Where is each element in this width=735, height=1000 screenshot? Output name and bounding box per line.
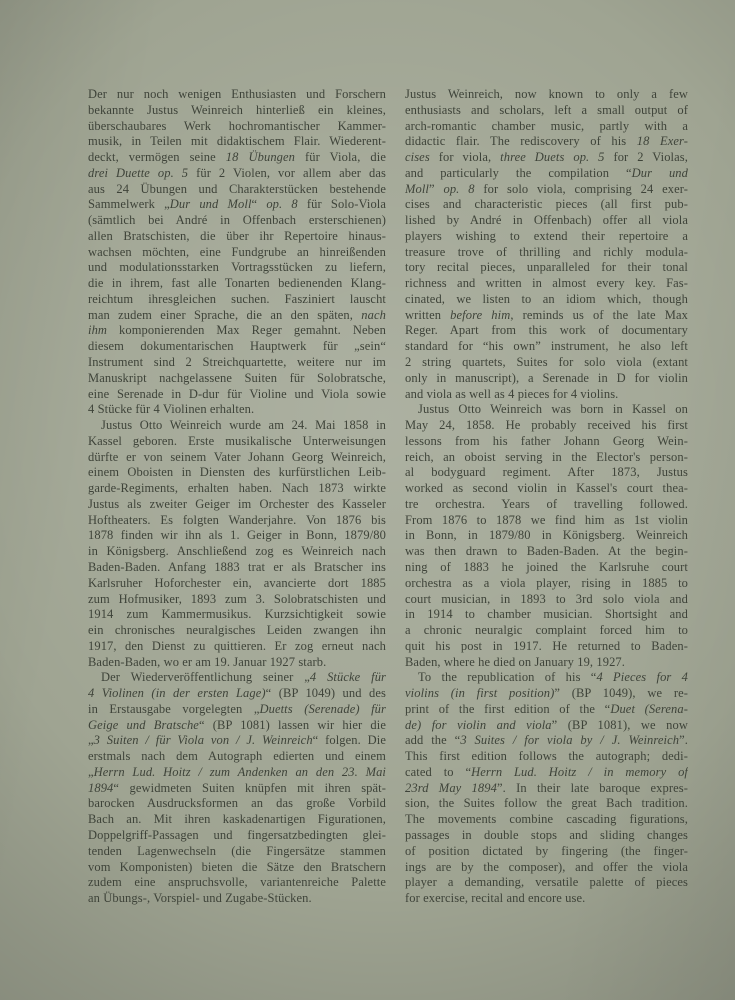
text-line: Baden, where he died on January 19, 1927. (405, 654, 626, 669)
text-line: Hoftheaters. Es folgten Wanderjahre. Von 1876 bis (88, 512, 386, 527)
text-line: und modulationsstarken Vortragsstücken zu liefern, (88, 260, 386, 275)
text-line: Der Wiederveröffentlichung seiner „4 Stücke für (101, 670, 386, 685)
text-line: Moll” op. 8 for solo viola, comprising 24 exer- (405, 181, 688, 196)
text-line: drei Duette op. 5 für 2 Violen, vor allem aber das (88, 165, 386, 180)
text-line: To the republication of his “4 Pieces for 4 (418, 670, 688, 685)
text-line: only in manuscript), a Serenade in D for violin (405, 370, 688, 385)
text-line: (sämtlich bei André in Offenbach ersterschienen) (88, 213, 386, 228)
text-line: written before him, reminds us of the late Max (405, 307, 688, 322)
text-line: lessons from his father Johann Georg Wein- (405, 433, 688, 448)
text-line: worked as second violin in Kassel's court thea- (405, 481, 688, 496)
text-line: Baden-Baden. Anfang 1883 trat er als Bratscher ins (88, 559, 386, 574)
text-line: and viola as well as 4 pieces for 4 violins. (405, 386, 619, 401)
text-line: in Erstausgabe vorgelegten „Duetts (Serenade) für (88, 701, 386, 716)
text-line: cinated, we listen to an idiom which, though (405, 291, 688, 306)
text-line: cated to “Herrn Lud. Hoitz / in memory of (405, 764, 688, 779)
text-line: in 1914 to chamber musician. Shortsight and (405, 607, 688, 622)
text-line: Justus als zweiter Geiger im Orchester des Kasseler (88, 496, 386, 511)
text-line: Doppelgriff-Passagen und fingersatzbedingten glei- (88, 827, 386, 842)
text-line: Justus Otto Weinreich was born in Kassel on (418, 402, 688, 417)
text-line: Manuskript nachgelassene Suiten für Solobratsche, (88, 370, 386, 385)
text-line: Justus Otto Weinreich wurde am 24. Mai 1858 in (101, 418, 386, 433)
paragraph (405, 670, 688, 906)
text-line: überschaubares Werk hochromantischer Kammer- (88, 118, 386, 133)
text-line: Bach an. Mit ihren kaskadenartigen Figurationen, (88, 812, 386, 827)
text-line: for exercise, recital and encore use. (405, 891, 586, 906)
text-line: „Herrn Lud. Hoitz / zum Andenken an den 23. Mai (88, 764, 386, 779)
text-line: print of the first edition of the “Duet (Serena- (405, 701, 688, 716)
text-line: in Bonn, in 1879/80 in Königsberg. Weinreich (405, 528, 688, 543)
text-line: a chronic neuralgic complaint forced him to (405, 623, 688, 638)
text-line: bekannte Justus Weinreich hinterließ ein kleines, (88, 102, 386, 117)
text-line: garde-Regiments, erhalten haben. Nach 1873 wirkte (88, 481, 386, 496)
text-line: treasure trove of thrilling and richly modula- (405, 244, 688, 259)
text-line: die in ihrem, fast alle Tonarten bedienenden Klang- (88, 276, 386, 291)
text-line: aus 24 Übungen und Charakterstücken bestehende (88, 181, 386, 196)
text-line: wachsen möchten, eine Fundgrube an hinreißenden (88, 244, 386, 259)
text-line: an Übungs-, Vorspiel- und Zugabe-Stücken. (88, 891, 312, 906)
text-line: Baden-Baden, wo er am 19. Januar 1927 starb. (88, 654, 327, 669)
text-line: orchestra as a viola player, rising in 1885 to (405, 575, 688, 590)
text-line: musik, in Teilen mit didaktischem Flair. Wiederent- (88, 134, 386, 149)
text-line: zudem eine anspruchsvolle, variantenreiche Palette (88, 875, 386, 890)
text-line: cises and characteristic pieces (all first pub- (405, 197, 688, 212)
text-line: 1878 finden wir ihn als 1. Geiger in Bonn, 1879/80 (88, 528, 386, 543)
column-german (88, 87, 386, 907)
paragraph (405, 402, 688, 670)
text-line: Karlsruher Hoforchester ein, avancierte dort 1885 (88, 575, 386, 590)
text-line: vom Komponisten) bieten die Sätze den Bratschern (88, 859, 386, 874)
text-line: From 1876 to 1878 we find him as 1st violin (405, 512, 688, 527)
text-line: add the “3 Suites / for viola by / J. Weinreich”. (405, 733, 688, 748)
text-line: richness and written in almost every key. Fas- (405, 276, 688, 291)
text-line: Der nur noch wenigen Enthusiasten und Forschern (88, 87, 386, 101)
text-line: players wishing to extend their repertoire a (405, 228, 688, 243)
text-line: 1914 zum Kammermusikus. Kurzsichtigkeit sowie (88, 607, 386, 622)
text-line: passages in double stops and sliding changes (405, 827, 688, 842)
text-line: 2 string quartets, Suites for solo viola (extant (405, 355, 688, 370)
paragraph (88, 418, 386, 670)
text-line: was then drawn to Baden-Baden. At the begin- (405, 544, 688, 559)
text-line: lished by André in Offenbach) offer all viola (405, 213, 688, 228)
text-line: ings are by the composer), and offer the viola (405, 859, 688, 874)
text-line: player a demanding, versatile palette of pieces (405, 875, 688, 890)
text-line: reichtum ihresgleichen suchen. Fasziniert lauscht (88, 291, 386, 306)
text-line: of position dictated by fingering (the finger- (405, 843, 688, 858)
text-line: tenden Lagenwechseln (die Fingersätze stammen (88, 843, 386, 858)
text-line: The movements combine cascading figurations, (405, 812, 688, 827)
text-line: Instrument sind 2 Streichquartette, weitere nur im (88, 355, 386, 370)
text-line: ein chronisches neuralgisches Leiden zwangen ihn (88, 623, 386, 638)
text-line: deckt, vermögen seine 18 Übungen für Viola, die (88, 150, 386, 165)
text-line: tory recital pieces, unparalleled for their tonal (405, 260, 688, 275)
text-line: Kassel geboren. Erste musikalische Unterweisungen (88, 433, 386, 448)
text-line: and particularly the compilation “Dur und (405, 165, 688, 180)
text-line: violins (in first position)” (BP 1049), we re- (405, 686, 688, 701)
text-line: quit his post in 1917. He returned to Baden- (405, 638, 688, 653)
text-line: ihm komponierenden Max Reger gemahnt. Neben (88, 323, 386, 338)
text-line: Sammelwerk „Dur und Moll“ op. 8 für Solo-Viola (88, 197, 386, 212)
paragraph (88, 670, 386, 906)
column-english (405, 87, 688, 907)
text-line: enthusiasts and scholars, left a small output of (405, 102, 688, 117)
text-line: standard for “his own” instrument, he also left (405, 339, 688, 354)
text-line: Reger. Apart from this work of documentary (405, 323, 688, 338)
text-line: al bodyguard regiment. After 1873, Justus (405, 465, 688, 480)
text-line: man zudem einer Sprache, die an den späten, nach (88, 307, 386, 322)
text-line: erstmals nach dem Autograph edierten und einem (88, 749, 386, 764)
text-line: „3 Suiten / für Viola von / J. Weinreich“ folgen. Die (88, 733, 386, 748)
text-line: 23rd May 1894”. In their late baroque expres- (405, 780, 688, 795)
text-line: dürfte er von seinem Vater Johann Georg Weinreich, (88, 449, 386, 464)
page-text-block (88, 87, 688, 907)
text-line: sion, the Suites follow the great Bach tradition. (405, 796, 688, 811)
text-line: in Königsberg. Anschließend zog es Weinreich nach (88, 544, 386, 559)
text-line: tre orchestra. Years of travelling followed. (405, 496, 688, 511)
text-line: eine Serenade in D-dur für Violine und Viola sowie (88, 386, 386, 401)
text-line: didactic flair. The rediscovery of his 18 Exer- (405, 134, 688, 149)
text-line: 4 Stücke für 4 Violinen erhalten. (88, 402, 255, 417)
text-line: 1917, den Dienst zu quittieren. Er zog erneut nach (88, 638, 386, 653)
text-line: diesem dokumentarischen Hauptwerk für „sein“ (88, 339, 386, 354)
text-line: 1894“ gewidmeten Suiten knüpfen mit ihren spät- (88, 780, 386, 795)
text-line: This first edition follows the autograph; dedi- (405, 749, 688, 764)
text-line: cises for viola, three Duets op. 5 for 2 Violas, (405, 150, 688, 165)
text-line: 4 Violinen (in der ersten Lage)“ (BP 1049) und des (88, 686, 386, 701)
paragraph (405, 87, 688, 402)
text-line: einem Oboisten in Diensten des kurfürstlichen Leib- (88, 465, 386, 480)
text-line: May 24, 1858. He probably received his first (405, 418, 688, 433)
text-line: de) for violin and viola” (BP 1081), we now (405, 717, 688, 732)
text-line: arch-romantic chamber music, partly with a (405, 118, 688, 133)
text-line: barocken Ausdrucksformen an das große Vorbild (88, 796, 386, 811)
paragraph (88, 87, 386, 418)
text-line: court musician, in 1893 to 3rd solo viola and (405, 591, 688, 606)
text-line: reich, an oboist serving in the Elector's person- (405, 449, 688, 464)
text-line: allen Bratschisten, die über ihr Repertoire hinaus- (88, 228, 386, 243)
text-line: Geige und Bratsche“ (BP 1081) lassen wir hier die (88, 717, 386, 732)
text-line: Justus Weinreich, now known to only a few (405, 87, 688, 101)
text-line: zum Hofmusiker, 1893 zum 3. Solobratschisten und (88, 591, 386, 606)
text-line: ning of 1883 he joined the Karlsruhe court (405, 559, 688, 574)
